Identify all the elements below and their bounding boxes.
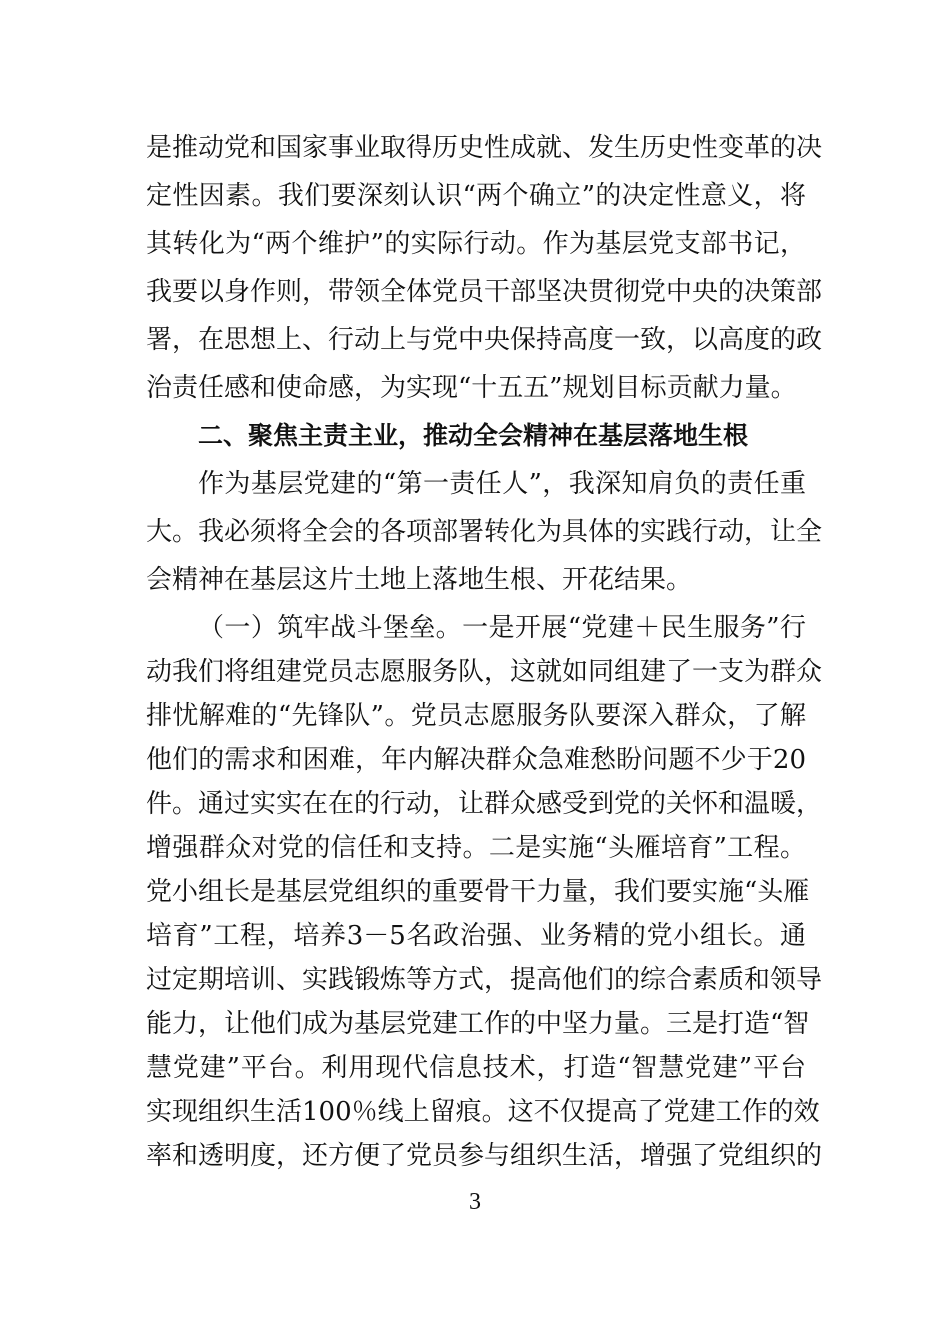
text-line: 慧党建”平台。利用现代信息技术，打造“智慧党建”平台 <box>146 1053 806 1083</box>
section-heading: 二、聚焦主责主业，推动全会精神在基层落地生根 <box>198 421 749 450</box>
text-line: 定性因素。我们要深刻认识“两个确立”的决定性意义，将 <box>146 181 806 211</box>
text-line: 会精神在基层这片土地上落地生根、开花结果。 <box>146 565 693 595</box>
text-line: 其转化为“两个维护”的实际行动。作为基层党支部书记， <box>146 229 806 259</box>
text-line: 作为基层党建的“第一责任人”，我深知肩负的责任重 <box>198 469 806 499</box>
text-line: 署，在思想上、行动上与党中央保持高度一致，以高度的政 <box>146 325 823 355</box>
text-line: 治责任感和使命感，为实现“十五五”规划目标贡献力量。 <box>146 373 797 403</box>
text-line: 党小组长是基层党组织的重要骨干力量，我们要实施“头雁 <box>146 877 810 907</box>
page-number: 3 <box>469 1189 481 1215</box>
text-line: 排忧解难的“先锋队”。党员志愿服务队要深入群众，了解 <box>146 701 806 731</box>
text-line: 动我们将组建党员志愿服务队，这就如同组建了一支为群众 <box>146 657 823 687</box>
text-line: 能力，让他们成为基层党建工作的中坚力量。三是打造“智 <box>146 1009 810 1039</box>
text-line: 他们的需求和困难，年内解决群众急难愁盼问题不少于20 <box>146 745 806 775</box>
text-line: （一）筑牢战斗堡垒。一是开展“党建＋民生服务”行 <box>198 613 806 643</box>
text-line: 大。我必须将全会的各项部署转化为具体的实践行动，让全 <box>146 517 823 547</box>
text-line: 率和透明度，还方便了党员参与组织生活，增强了党组织的 <box>146 1141 823 1171</box>
text-line: 我要以身作则，带领全体党员干部坚决贯彻党中央的决策部 <box>146 277 823 307</box>
text-line: 件。通过实实在在的行动，让群众感受到党的关怀和温暖， <box>146 789 823 819</box>
text-line: 过定期培训、实践锻炼等方式，提高他们的综合素质和领导 <box>146 965 823 995</box>
text-line: 实现组织生活100％线上留痕。这不仅提高了党建工作的效 <box>146 1097 820 1127</box>
text-line: 是推动党和国家事业取得历史性成就、发生历史性变革的决 <box>146 133 823 163</box>
text-line: 培育”工程，培养3－5名政治强、业务精的党小组长。通 <box>146 921 806 951</box>
text-line: 增强群众对党的信任和支持。二是实施“头雁培育”工程。 <box>146 833 806 863</box>
